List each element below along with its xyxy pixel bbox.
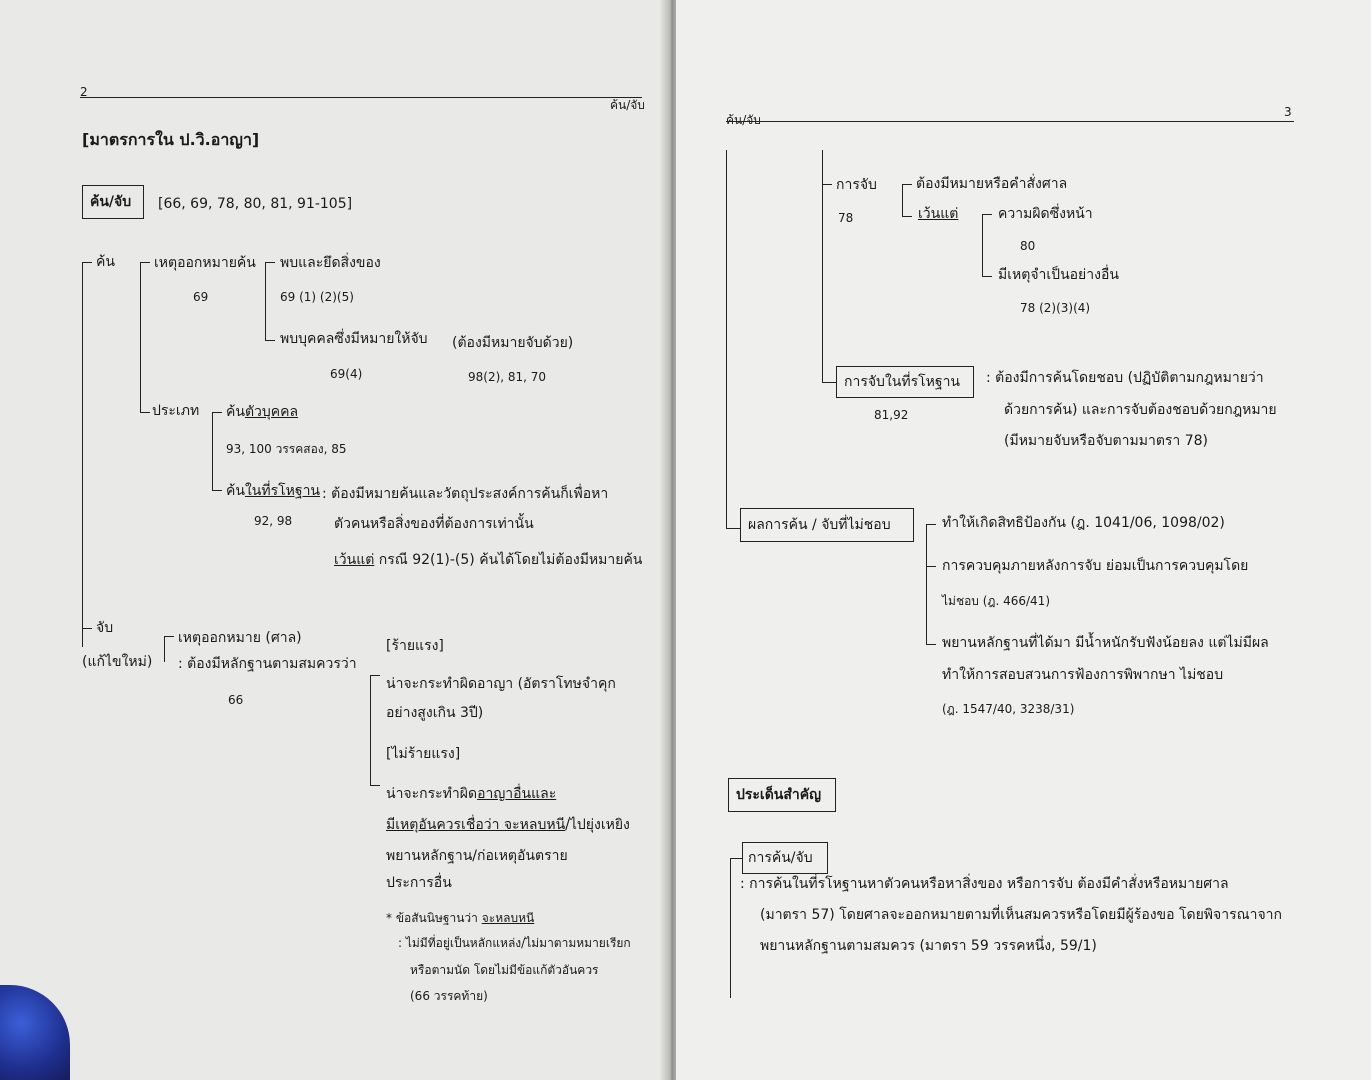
tree-tick — [370, 675, 380, 676]
tree-line-main — [726, 150, 727, 528]
type-place-ref: 92, 98 — [254, 514, 293, 528]
main-box-label: ค้น/จับ — [90, 194, 132, 210]
mild-text2: มีเหตุอันควรเชื่อว่า จะหลบหนี/ไปยุ่งเหยิง — [386, 817, 630, 833]
presume-text1: : ไม่มีที่อยู่เป็นหลักแหล่ง/ไม่มาตามหมายเรียก — [398, 936, 631, 950]
main-refs: [66, 69, 78, 80, 81, 91-105] — [158, 196, 353, 212]
mild-text3: พยานหลักฐาน/ก่อเหตุอันตราย — [386, 848, 568, 864]
tree-tick — [926, 524, 936, 525]
tree-tick — [140, 262, 150, 263]
tree-tick — [370, 785, 380, 786]
tree-line-arrest — [164, 636, 165, 662]
presume-line: * ข้อสันนิษฐานว่า จะหลบหนี — [386, 911, 535, 925]
tree-tick — [212, 490, 222, 491]
tree-tick — [822, 382, 836, 383]
found-person-ref: 69(4) — [330, 367, 363, 381]
tree-line-search — [140, 262, 141, 412]
tree-tick — [726, 528, 740, 529]
arrest-label: จับ — [96, 620, 114, 636]
private-text1: : ต้องมีการค้นโดยชอบ (ปฏิบัติตามกฎหมายว่า — [986, 370, 1264, 386]
key-issues-label: ประเด็นสำคัญ — [736, 787, 822, 803]
result-3c: (ฎ. 1547/40, 3238/31) — [942, 702, 1075, 716]
arrest-ref: 78 — [838, 211, 854, 225]
severe-text2: อย่างสูงเกิน 3ปี) — [386, 705, 484, 721]
search-cause-ref: 69 — [193, 290, 209, 304]
tree-line-cause — [265, 262, 266, 340]
severe-head: [ร้ายแรง] — [386, 638, 444, 654]
found-person: พบบุคคลซึ่งมีหมายให้จับ — [280, 331, 428, 347]
search-cause-label: เหตุออกหมายค้น — [154, 255, 256, 271]
issue-text2: (มาตรา 57) โดยศาลจะออกหมายตามที่เห็นสมควรหรือโดยมีผู้ร้องขอ โดยพิจารณาจาก — [760, 907, 1283, 923]
search-type-label: ประเภท — [152, 403, 200, 419]
page-number: 2 — [80, 85, 88, 99]
tree-line-result — [926, 524, 927, 644]
tree-line-severity — [370, 675, 371, 785]
issue-text3: พยานหลักฐานตามสมควร (มาตรา 59 วรรคหนึ่ง, 59/1) — [760, 938, 1097, 954]
tree-tick — [902, 184, 912, 185]
type-place: ค้นในที่รโหฐาน — [226, 483, 320, 499]
tree-line-type — [212, 412, 213, 490]
issue-box-label: การค้น/จับ — [748, 850, 813, 866]
private-ref: 81,92 — [874, 408, 909, 422]
running-head: ค้น/จับ — [610, 98, 645, 112]
tree-tick — [926, 566, 936, 567]
tree-tick — [822, 184, 832, 185]
private-text2: ด้วยการค้น) และการจับต้องชอบด้วยกฎหมาย — [1004, 402, 1277, 418]
other-need-ref: 78 (2)(3)(4) — [1020, 301, 1091, 315]
arrest-label: การจับ — [836, 177, 877, 193]
tree-line-except — [982, 214, 983, 276]
private-box-label: การจับในที่รโหฐาน — [844, 374, 961, 390]
tree-tick — [902, 216, 912, 217]
tree-tick — [265, 340, 275, 341]
header-rule — [726, 121, 1294, 122]
tree-tick — [982, 276, 992, 277]
tree-tick — [926, 644, 936, 645]
tree-line-issue — [730, 858, 731, 998]
presume-text3: (66 วรรคท้าย) — [410, 989, 488, 1003]
arrest-label2: (แก้ไขใหม่) — [82, 654, 153, 670]
result-3a: พยานหลักฐานที่ได้มา มีน้ำหนักรับฟังน้อยลง แต่ไม่มีผล — [942, 635, 1269, 651]
running-head: ค้น/จับ — [726, 113, 761, 127]
flagrant-ref: 80 — [1020, 239, 1036, 253]
severe-text1: น่าจะกระทำผิดอาญา (อัตราโทษจำคุก — [386, 676, 616, 692]
found-items-ref: 69 (1) (2)(5) — [280, 290, 354, 304]
type-person: ค้นตัวบุคคล — [226, 404, 299, 420]
tree-tick — [82, 262, 92, 263]
mild-head: [ไม่ร้ายแรง] — [386, 746, 461, 762]
tree-tick — [265, 262, 275, 263]
type-person-ref: 93, 100 วรรคสอง, 85 — [226, 442, 347, 456]
tree-tick — [164, 636, 174, 637]
arrest-cause-text: : ต้องมีหลักฐานตามสมควรว่า — [178, 656, 357, 672]
tree-tick — [212, 412, 222, 413]
tree-tick — [82, 628, 92, 629]
private-text3: (มีหมายจับหรือจับตามมาตรา 78) — [1004, 433, 1209, 449]
type-place-text1: : ต้องมีหมายค้นและวัตถุประสงค์การค้นก็เพื่อหา — [322, 486, 609, 502]
search-label: ค้น — [96, 254, 115, 270]
result-1: ทำให้เกิดสิทธิป้องกัน (ฎ. 1041/06, 1098/02) — [942, 515, 1225, 531]
found-person-ref2: 98(2), 81, 70 — [468, 370, 547, 384]
header-rule — [80, 97, 642, 98]
tree-tick — [982, 214, 992, 215]
right-page — [676, 0, 1371, 1080]
presume-text2: หรือตามนัด โดยไม่มีข้อแก้ตัวอันควร — [410, 963, 599, 977]
type-place-text2: ตัวคนหรือสิ่งของที่ต้องการเท่านั้น — [334, 516, 534, 532]
other-need: มีเหตุจำเป็นอย่างอื่น — [998, 267, 1119, 283]
section-title: [มาตรการใน ป.วิ.อาญา] — [82, 130, 260, 149]
tree-line-warrant — [902, 184, 903, 216]
arrest-cause-ref: 66 — [228, 693, 244, 707]
result-3b: ทำให้การสอบสวนการฟ้องการพิพากษา ไม่ชอบ — [942, 667, 1224, 683]
mild-text4: ประการอื่น — [386, 875, 452, 891]
found-person-note: (ต้องมีหมายจับด้วย) — [452, 335, 574, 351]
type-place-except: เว้นแต่ กรณี 92(1)-(5) ค้นได้โดยไม่ต้องมีหมายค้น — [334, 552, 643, 568]
left-page — [0, 0, 672, 1080]
result-2b: ไม่ชอบ (ฎ. 466/41) — [942, 594, 1050, 608]
result-2a: การควบคุมภายหลังการจับ ย่อมเป็นการควบคุมโดย — [942, 558, 1249, 574]
mild-text1: น่าจะกระทำผิดอาญาอื่นและ — [386, 786, 557, 802]
issue-text1: : การค้นในที่รโหฐานหาตัวคนหรือหาสิ่งของ หรือการจับ ต้องมีคำสั่งหรือหมายศาล — [740, 876, 1229, 892]
flagrant: ความผิดซึ่งหน้า — [998, 206, 1093, 222]
result-box-label: ผลการค้น / จับที่ไม่ชอบ — [748, 517, 891, 533]
tree-tick — [730, 858, 742, 859]
found-items: พบและยึดสิ่งของ — [280, 255, 381, 271]
tree-tick — [140, 412, 150, 413]
arrest-cause-label: เหตุออกหมาย (ศาล) — [178, 630, 302, 646]
tree-line-main — [82, 262, 83, 647]
except-word: เว้นแต่ — [918, 206, 959, 222]
need-warrant: ต้องมีหมายหรือคำสั่งศาล — [916, 176, 1068, 192]
page-number: 3 — [1284, 105, 1292, 119]
